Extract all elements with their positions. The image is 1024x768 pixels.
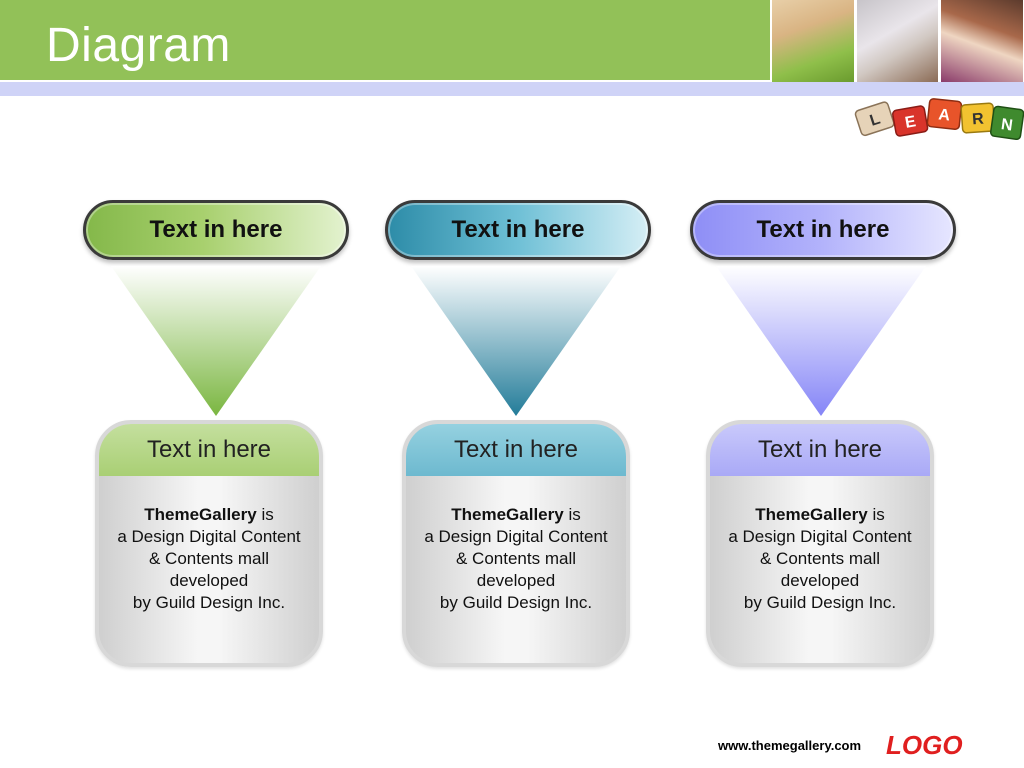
card-title: Text in here <box>453 436 579 463</box>
content-card-purple <box>706 420 934 667</box>
puzzle-piece-r <box>961 103 995 133</box>
top-pill-label: Text in here <box>451 216 585 243</box>
funnel-purple <box>716 266 926 421</box>
funnel-blue <box>411 266 621 421</box>
content-card-blue <box>402 420 630 667</box>
top-pill-purple <box>690 200 956 260</box>
top-pill-label: Text in here <box>149 216 283 243</box>
content-card-green <box>95 420 323 667</box>
funnel-green <box>111 266 321 421</box>
puzzle-piece-l <box>854 101 894 136</box>
card-header <box>406 424 626 476</box>
card-text: is <box>563 505 581 524</box>
puzzle-piece-n <box>990 106 1024 140</box>
svg-text:N: N <box>999 116 1014 135</box>
slide-title: Diagram <box>46 19 231 72</box>
footer-logo: LOGO <box>886 730 963 760</box>
card-body <box>406 476 626 614</box>
puzzle-piece-a <box>927 98 962 129</box>
card-body <box>99 476 319 614</box>
card-text: by Guild Design Inc. <box>132 593 286 612</box>
svg-text:E: E <box>903 113 918 132</box>
top-pill-blue <box>385 200 651 260</box>
card-title: Text in here <box>146 436 272 463</box>
classroom-photo <box>939 0 1023 82</box>
card-text: & Contents mall <box>149 549 269 568</box>
card-text: a Design Digital Content <box>728 527 912 546</box>
svg-text:L: L <box>867 110 883 130</box>
card-text: by Guild Design Inc. <box>439 593 593 612</box>
card-body <box>710 476 930 614</box>
card-title: Text in here <box>757 436 883 463</box>
card-text: developed <box>476 571 556 590</box>
card-text: a Design Digital Content <box>117 527 301 546</box>
brand-name: ThemeGallery <box>755 505 868 524</box>
card-header <box>710 424 930 476</box>
card-text: & Contents mall <box>760 549 880 568</box>
top-pill-green <box>83 200 349 260</box>
drawing-photo <box>855 0 939 82</box>
learn-puzzle-logo <box>852 92 1024 148</box>
brand-name: ThemeGallery <box>451 505 564 524</box>
svg-text:A: A <box>937 106 951 125</box>
card-text: developed <box>169 571 249 590</box>
card-text: is <box>256 505 274 524</box>
brand-name: ThemeGallery <box>144 505 257 524</box>
footer-url[interactable]: www.themegallery.com <box>718 738 862 753</box>
child-photo <box>770 0 854 82</box>
card-text: a Design Digital Content <box>424 527 608 546</box>
card-text: is <box>867 505 885 524</box>
svg-text:R: R <box>971 110 985 129</box>
top-pill-label: Text in here <box>756 216 890 243</box>
card-text: & Contents mall <box>456 549 576 568</box>
card-header <box>99 424 319 476</box>
header-photo-strip <box>770 0 1024 82</box>
card-text: by Guild Design Inc. <box>743 593 897 612</box>
puzzle-piece-e <box>892 105 928 136</box>
card-text: developed <box>780 571 860 590</box>
